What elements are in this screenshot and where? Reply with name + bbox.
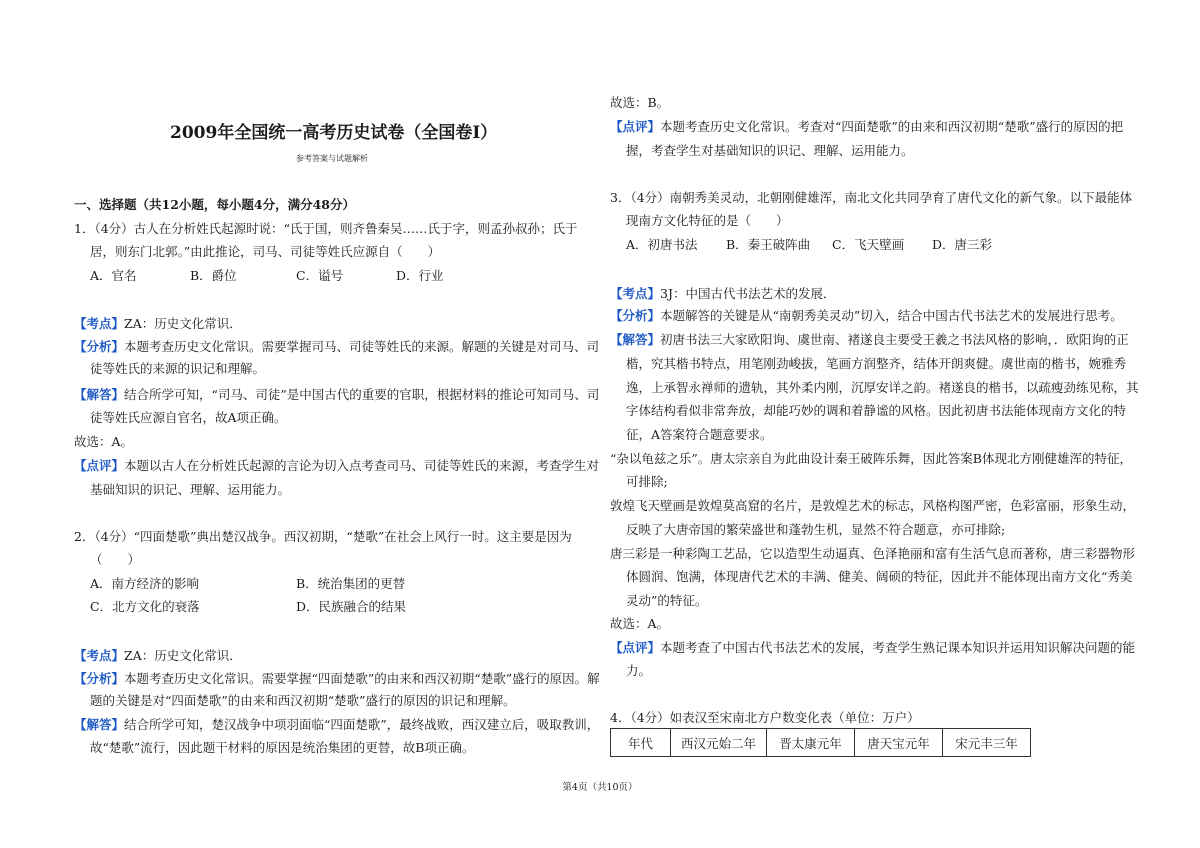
q3-dianping — [610, 639, 1135, 657]
q3-extra-line1: “杂以龟兹之乐”。唐太宗亲自为此曲设计秦王破阵乐舞，因此答案B体现北方刚健雄浑的特征， — [610, 451, 1132, 466]
q3-extra-line3: 敦煌飞天壁画是敦煌莫高窟的名片，是敦煌艺术的标志，风格构图严密，色彩富丽，形象生动， — [610, 498, 1136, 513]
q3-option-d: D．唐三彩 — [932, 237, 993, 252]
q1-kaodian — [74, 315, 242, 333]
q3-option-c: C．飞天壁画 — [832, 237, 905, 252]
q3-jieda-line4: 字体结构看似非常奔放，却能巧妙的调和着静谧的风格。因此初唐书法能体现南方文化的特 — [626, 403, 1127, 418]
q3-extra-line7: 灵动”的特征。 — [626, 593, 708, 608]
q1-answer: 故选：A。 — [74, 434, 134, 449]
q2-stem-line2: （ ） — [90, 552, 141, 567]
q2-option-b: B．统治集团的更替 — [296, 576, 406, 591]
dianping-tag: 【点评】 — [610, 640, 661, 655]
q3-kaodian-text: 3J：中国古代书法艺术的发展． — [660, 286, 836, 301]
kaodian-tag: 【考点】 — [610, 286, 661, 301]
q3-extra-line5: 唐三彩是一种彩陶工艺品，它以造型生动逼真、色泽艳丽和富有生活气息而著称，唐三彩器物形 — [610, 546, 1136, 561]
table-header-cell: 年代 — [611, 729, 671, 757]
q1-stem-line1: 1．（4分）古人在分析姓氏起源时说：“氏于国，则齐鲁秦吴……氏于字，则孟孙叔孙；氏于 — [74, 221, 578, 236]
kaodian-tag: 【考点】 — [74, 648, 125, 663]
fenxi-tag: 【分析】 — [610, 308, 661, 323]
q2-fenxi — [74, 670, 600, 688]
q1-dianping-text: 本题以古人在分析姓氏起源的言论为切入点考查司马、司徒等姓氏的来源，考查学生对 — [124, 458, 600, 473]
q1-fenxi — [74, 338, 599, 356]
fenxi-tag: 【分析】 — [74, 339, 125, 354]
table-header-cell: 唐天宝元年 — [855, 729, 943, 757]
q3-dianping-line2: 力。 — [626, 663, 652, 678]
q2-option-c: C．北方文化的衰落 — [90, 599, 200, 614]
table-header-cell: 晋太康元年 — [767, 729, 855, 757]
q2-fenxi-text: 本题考查历史文化常识。需要掌握“四面楚歌”的由来和西汉初期“楚歌”盛行的原因。解 — [124, 671, 600, 686]
q2-dianping-line2: 握，考查学生对基础知识的识记、理解、运用能力。 — [626, 143, 914, 158]
q2-fenxi-line2: 题的关键是对“四面楚歌”的由来和西汉初期“楚歌”盛行的原因的识记和理解。 — [90, 693, 516, 708]
q3-jieda-line5: 征，A答案符合题意要求。 — [626, 427, 773, 442]
table-header-cell: 宋元丰三年 — [943, 729, 1031, 757]
q3-option-a: A．初唐书法 — [626, 237, 698, 252]
q3-jieda-text: 初唐书法三大家欧阳询、虞世南、褚遂良主要受王羲之书法风格的影响，．欧阳询的正 — [660, 332, 1129, 347]
q1-dianping — [74, 457, 599, 475]
q3-dianping-text: 本题考查了中国古代书法艺术的发展，考查学生熟记课本知识并运用知识解决问题的能 — [660, 640, 1136, 655]
q1-fenxi-text: 本题考查历史文化常识。需要掌握司马、司徒等姓氏的来源。解题的关键是对司马、司 — [124, 339, 600, 354]
q2-option-d: D．民族融合的结果 — [296, 599, 407, 614]
q2-kaodian — [74, 647, 242, 665]
q1-jieda-line2: 徒等姓氏应源自官名，故A项正确。 — [90, 410, 287, 425]
table-header-row — [611, 729, 1031, 757]
page-footer: 第4页（共10页） — [562, 782, 638, 793]
q1-fenxi-line2: 徒等姓氏的来源的识记和理解。 — [90, 361, 266, 376]
q3-extra-line6: 体圆润、饱满，体现唐代艺术的丰满、健美、阔硕的特征，因此并不能体现出南方文化“秀美 — [626, 569, 1133, 584]
household-table — [610, 728, 1031, 757]
q1-option-d: D．行业 — [396, 268, 444, 283]
q3-stem-line1: 3．（4分）南朝秀美灵动，北朝刚健雄浑，南北文化共同孕育了唐代文化的新气象。以下最能体 — [610, 190, 1133, 205]
q3-stem-line2: 现南方文化特征的是（ ） — [626, 213, 789, 228]
dianping-tag: 【点评】 — [610, 119, 661, 134]
q3-extra-line4: 反映了大唐帝国的繁荣盛世和蓬勃生机，显然不符合题意，亦可排除; — [626, 522, 1006, 537]
q3-jieda-line3: 逸，上承智永禅师的遗轨，其外柔内刚，沉厚安详之韵。褚遂良的楷书，以疏瘦劲练见称，其 — [626, 380, 1139, 395]
section-heading: 一、选择题（共12小题，每小题4分，满分48分） — [74, 197, 355, 212]
q2-jieda — [74, 716, 599, 734]
q2-dianping — [610, 118, 1123, 136]
q2-kaodian-text: ZA：历史文化常识． — [124, 648, 242, 663]
q1-kaodian-text: ZA：历史文化常识． — [124, 316, 242, 331]
q3-jieda-line2: 楷，究其楷书特点，用笔刚劲峻拔，笔画方润整齐，结体开朗爽健。虞世南的楷书，婉雅秀 — [626, 356, 1127, 371]
jieda-tag: 【解答】 — [610, 332, 661, 347]
q2-answer: 故选：B。 — [610, 95, 670, 110]
q2-dianping-text: 本题考查历史文化常识。考查对“四面楚歌”的由来和西汉初期“楚歌”盛行的原因的把 — [660, 119, 1124, 134]
q2-stem-line1: 2．（4分）“四面楚歌”典出楚汉战争。西汉初期，“楚歌”在社会上风行一时。这主要是因为 — [74, 529, 572, 544]
kaodian-tag: 【考点】 — [74, 316, 125, 331]
jieda-tag: 【解答】 — [74, 387, 125, 402]
jieda-tag: 【解答】 — [74, 717, 125, 732]
fenxi-tag: 【分析】 — [74, 671, 125, 686]
page-title: 2009年全国统一高考历史试卷（全国卷Ⅰ） — [170, 123, 498, 143]
q3-kaodian — [610, 285, 835, 303]
q3-option-b: B．秦王破阵曲 — [726, 237, 811, 252]
q1-stem-line2: 居，则东门北郭。”由此推论，司马、司徒等姓氏应源自（ ） — [90, 244, 441, 259]
q3-jieda — [610, 331, 1129, 349]
q1-dianping-line2: 基础知识的识记、理解、运用能力。 — [90, 482, 291, 497]
dianping-tag: 【点评】 — [74, 458, 125, 473]
q2-jieda-text: 结合所学可知，楚汉战争中项羽面临“四面楚歌”，最终战败，西汉建立后，吸取教训， — [124, 717, 600, 732]
q1-option-b: B．爵位 — [190, 268, 237, 283]
q1-option-a: A．官名 — [90, 268, 137, 283]
q3-fenxi-text: 本题解答的关键是从“南朝秀美灵动”切入，结合中国古代书法艺术的发展进行思考。 — [660, 308, 1123, 323]
q1-jieda-text: 结合所学可知，“司马、司徒”是中国古代的重要的官职，根据材料的推论可知司马、司 — [124, 387, 600, 402]
q3-extra-line2: 可排除; — [626, 474, 668, 489]
q4-stem-line1: 4．（4分）如表汉至宋南北方户数变化表（单位：万户） — [610, 710, 920, 725]
page-subtitle: 参考答案与试题解析 — [296, 154, 368, 163]
q3-answer: 故选：A。 — [610, 616, 670, 631]
q1-option-c: C．谥号 — [296, 268, 344, 283]
q1-jieda — [74, 386, 599, 404]
q3-fenxi — [610, 307, 1123, 325]
table-header-cell: 西汉元始二年 — [671, 729, 767, 757]
q2-option-a: A．南方经济的影响 — [90, 576, 200, 591]
q2-jieda-line2: 故“楚歌”流行，因此题干材料的原因是统治集团的更替，故B项正确。 — [90, 740, 475, 755]
